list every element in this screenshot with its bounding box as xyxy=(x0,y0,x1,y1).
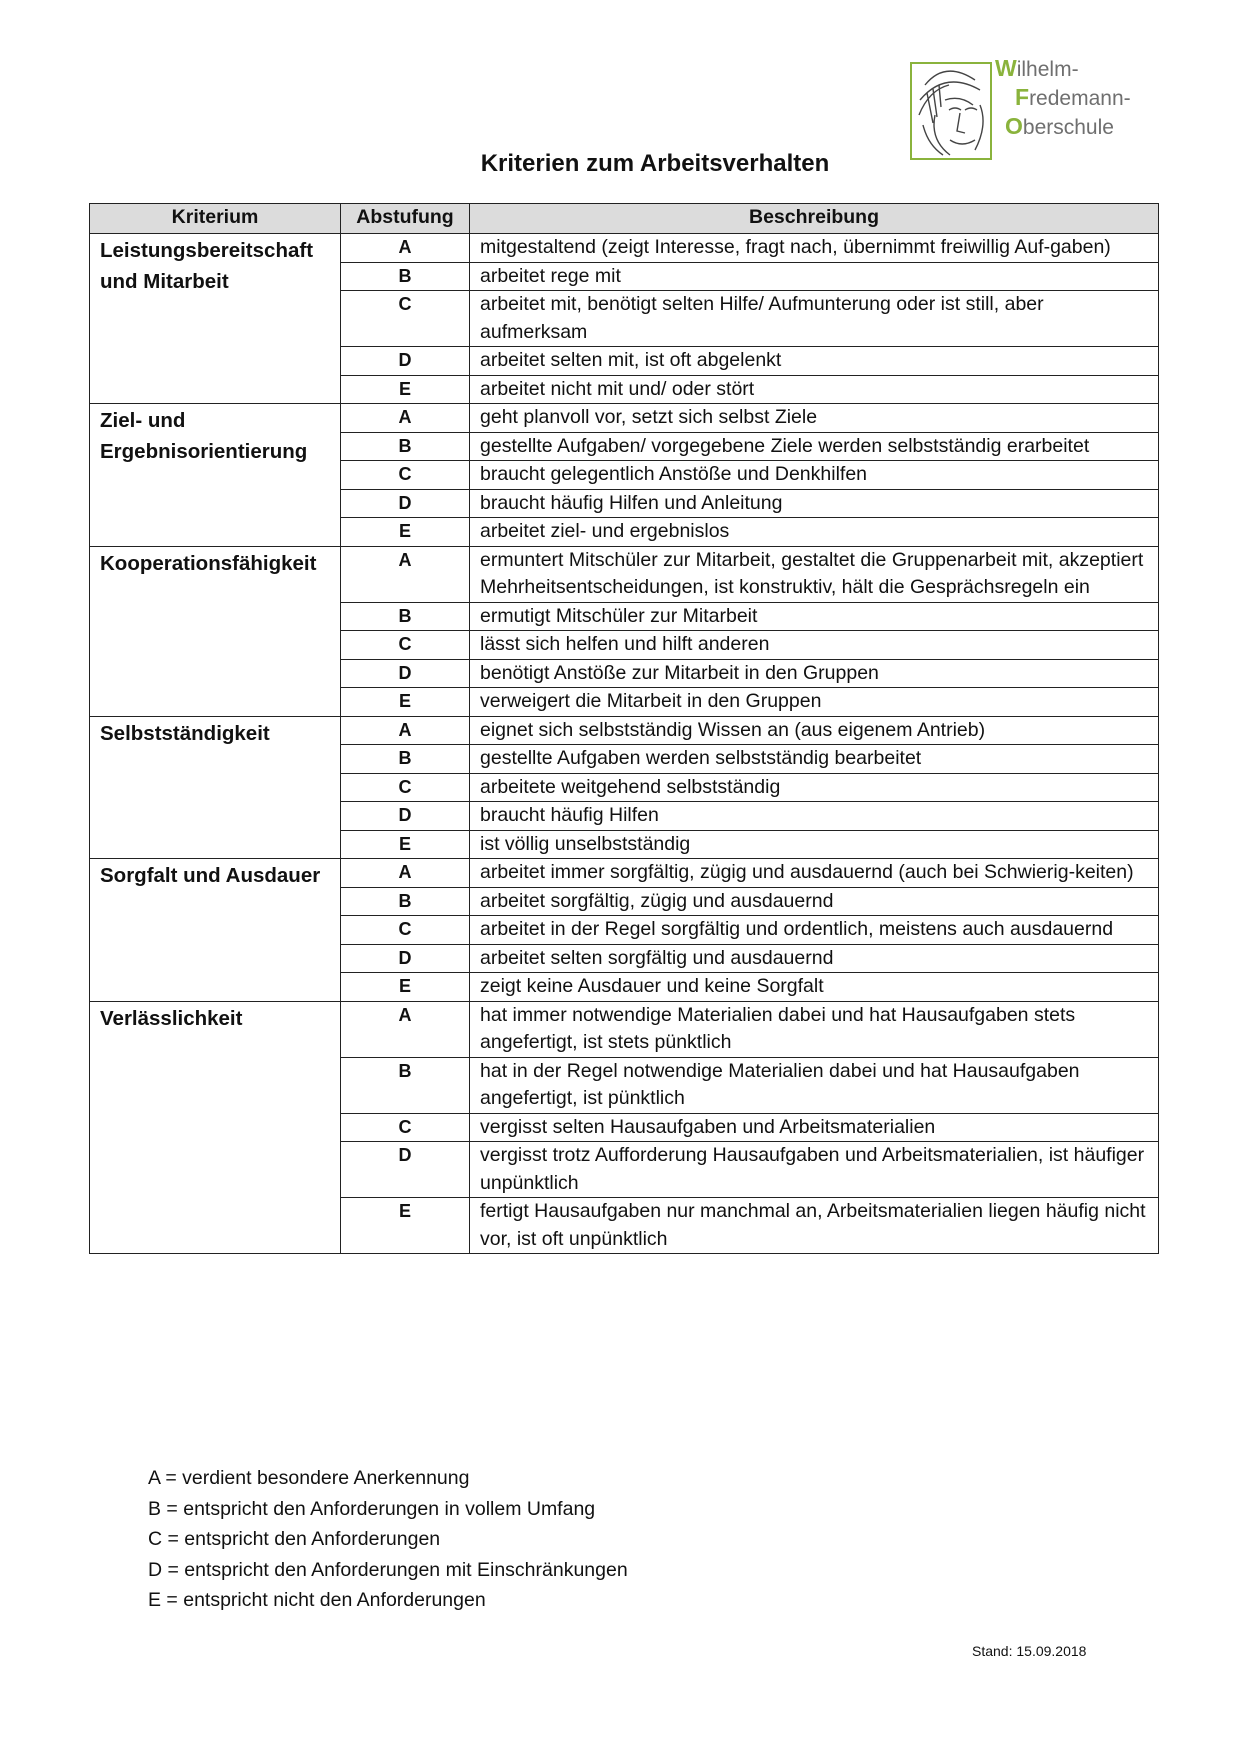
description-cell: arbeitet in der Regel sorgfältig und ordentlich, meistens auch ausdauernd xyxy=(470,916,1159,945)
logo-line-fredemann: Fredemann- xyxy=(1015,84,1131,110)
page-title: Kriterien zum Arbeitsverhalten xyxy=(480,150,830,177)
description-cell: arbeitet selten sorgfältig und ausdauernd xyxy=(470,944,1159,973)
grade-legend xyxy=(148,1463,628,1616)
table-header-row xyxy=(90,204,1159,234)
grade-cell: D xyxy=(341,1142,470,1198)
grade-cell: E xyxy=(341,1198,470,1254)
table-row xyxy=(90,404,1159,433)
description-cell: benötigt Anstöße zur Mitarbeit in den Gruppen xyxy=(470,659,1159,688)
description-cell: hat immer notwendige Materialien dabei und hat Hausaufgaben stets angefertigt, ist stets pünktlich xyxy=(470,1001,1159,1057)
table-body xyxy=(90,234,1159,1254)
legend-item-b: B = entspricht den Anforderungen in vollem Umfang xyxy=(148,1497,596,1520)
table-row xyxy=(90,546,1159,602)
logo-line-oberschule: Oberschule xyxy=(1005,113,1114,139)
grade-cell: C xyxy=(341,1113,470,1142)
criterion-name: Sorgfalt und Ausdauer xyxy=(90,859,341,1002)
description-cell: geht planvoll vor, setzt sich selbst Ziele xyxy=(470,404,1159,433)
legend-item-d: D = entspricht den Anforderungen mit Einschränkungen xyxy=(148,1558,628,1581)
description-cell: braucht gelegentlich Anstöße und Denkhilfen xyxy=(470,461,1159,490)
header-beschreibung: Beschreibung xyxy=(470,204,1159,234)
grade-cell: D xyxy=(341,802,470,831)
description-cell: vergisst selten Hausaufgaben und Arbeitsmaterialien xyxy=(470,1113,1159,1142)
description-cell: arbeitete weitgehend selbstständig xyxy=(470,773,1159,802)
grade-cell: B xyxy=(341,1057,470,1113)
legend-item-a: A = verdient besondere Anerkennung xyxy=(148,1467,470,1489)
grade-cell: A xyxy=(341,234,470,263)
grade-cell: A xyxy=(341,404,470,433)
grade-cell: B xyxy=(341,432,470,461)
header-kriterium: Kriterium xyxy=(90,204,341,234)
description-cell: arbeitet rege mit xyxy=(470,262,1159,291)
description-cell: braucht häufig Hilfen und Anleitung xyxy=(470,489,1159,518)
table-row xyxy=(90,859,1159,888)
grade-cell: E xyxy=(341,830,470,859)
legend-item-c: C = entspricht den Anforderungen xyxy=(148,1528,441,1550)
grade-cell: D xyxy=(341,347,470,376)
criterion-name: Leistungsbereitschaft und Mitarbeit xyxy=(90,234,341,404)
grade-cell: C xyxy=(341,916,470,945)
grade-cell: D xyxy=(341,489,470,518)
grade-cell: C xyxy=(341,631,470,660)
grade-cell: E xyxy=(341,973,470,1002)
criteria-table xyxy=(89,203,1159,1254)
school-logo xyxy=(905,55,1145,165)
grade-cell: D xyxy=(341,944,470,973)
description-cell: verweigert die Mitarbeit in den Gruppen xyxy=(470,688,1159,717)
description-cell: arbeitet mit, benötigt selten Hilfe/ Aufmunterung oder ist still, aber aufmerksam xyxy=(470,291,1159,347)
description-cell: ist völlig unselbstständig xyxy=(470,830,1159,859)
header-abstufung: Abstufung xyxy=(341,204,470,234)
grade-cell: C xyxy=(341,773,470,802)
grade-cell: C xyxy=(341,291,470,347)
description-cell: eignet sich selbstständig Wissen an (aus eigenem Antrieb) xyxy=(470,716,1159,745)
grade-cell: B xyxy=(341,262,470,291)
description-cell: lässt sich helfen und hilft anderen xyxy=(470,631,1159,660)
logo-line-wilhelm: Wilhelm- xyxy=(995,55,1079,81)
grade-cell: B xyxy=(341,887,470,916)
grade-cell: E xyxy=(341,518,470,547)
criterion-name: Verlässlichkeit xyxy=(90,1001,341,1254)
grade-cell: A xyxy=(341,716,470,745)
description-cell: mitgestaltend (zeigt Interesse, fragt nach, übernimmt freiwillig Auf-gaben) xyxy=(470,234,1159,263)
description-cell: arbeitet nicht mit und/ oder stört xyxy=(470,375,1159,404)
grade-cell: E xyxy=(341,375,470,404)
grade-cell: E xyxy=(341,688,470,717)
grade-cell: B xyxy=(341,745,470,774)
criterion-name: Selbstständigkeit xyxy=(90,716,341,859)
description-cell: arbeitet sorgfältig, zügig und ausdauernd xyxy=(470,887,1159,916)
description-cell: hat in der Regel notwendige Materialien dabei und hat Hausaufgaben angefertigt, ist pünktlich xyxy=(470,1057,1159,1113)
criterion-name: Kooperationsfähigkeit xyxy=(90,546,341,716)
document-date: Stand: 15.09.2018 xyxy=(972,1643,1087,1659)
grade-cell: A xyxy=(341,546,470,602)
legend-item-e: E = entspricht nicht den Anforderungen xyxy=(148,1589,486,1611)
grade-cell: D xyxy=(341,659,470,688)
portrait-sketch-icon xyxy=(905,55,1000,165)
description-cell: ermuntert Mitschüler zur Mitarbeit, gestaltet die Gruppenarbeit mit, akzeptiert Mehrheitsentscheidungen, ist konstruktiv, hält die Gesprächsregeln ein xyxy=(470,546,1159,602)
description-cell: arbeitet immer sorgfältig, zügig und ausdauernd (auch bei Schwierig-keiten) xyxy=(470,859,1159,888)
grade-cell: A xyxy=(341,1001,470,1057)
grade-cell: B xyxy=(341,602,470,631)
description-cell: arbeitet ziel- und ergebnislos xyxy=(470,518,1159,547)
description-cell: vergisst trotz Aufforderung Hausaufgaben und Arbeitsmaterialien, ist häufiger unpünktlich xyxy=(470,1142,1159,1198)
table-row xyxy=(90,1001,1159,1057)
grade-cell: C xyxy=(341,461,470,490)
criterion-name: Ziel- und Ergebnisorientierung xyxy=(90,404,341,547)
description-cell: arbeitet selten mit, ist oft abgelenkt xyxy=(470,347,1159,376)
description-cell: gestellte Aufgaben werden selbstständig bearbeitet xyxy=(470,745,1159,774)
table-row xyxy=(90,716,1159,745)
description-cell: ermutigt Mitschüler zur Mitarbeit xyxy=(470,602,1159,631)
grade-cell: A xyxy=(341,859,470,888)
description-cell: gestellte Aufgaben/ vorgegebene Ziele werden selbstständig erarbeitet xyxy=(470,432,1159,461)
description-cell: fertigt Hausaufgaben nur manchmal an, Arbeitsmaterialien liegen häufig nicht vor, ist oft unpünktlich xyxy=(470,1198,1159,1254)
description-cell: zeigt keine Ausdauer und keine Sorgfalt xyxy=(470,973,1159,1002)
description-cell: braucht häufig Hilfen xyxy=(470,802,1159,831)
table-row xyxy=(90,234,1159,263)
